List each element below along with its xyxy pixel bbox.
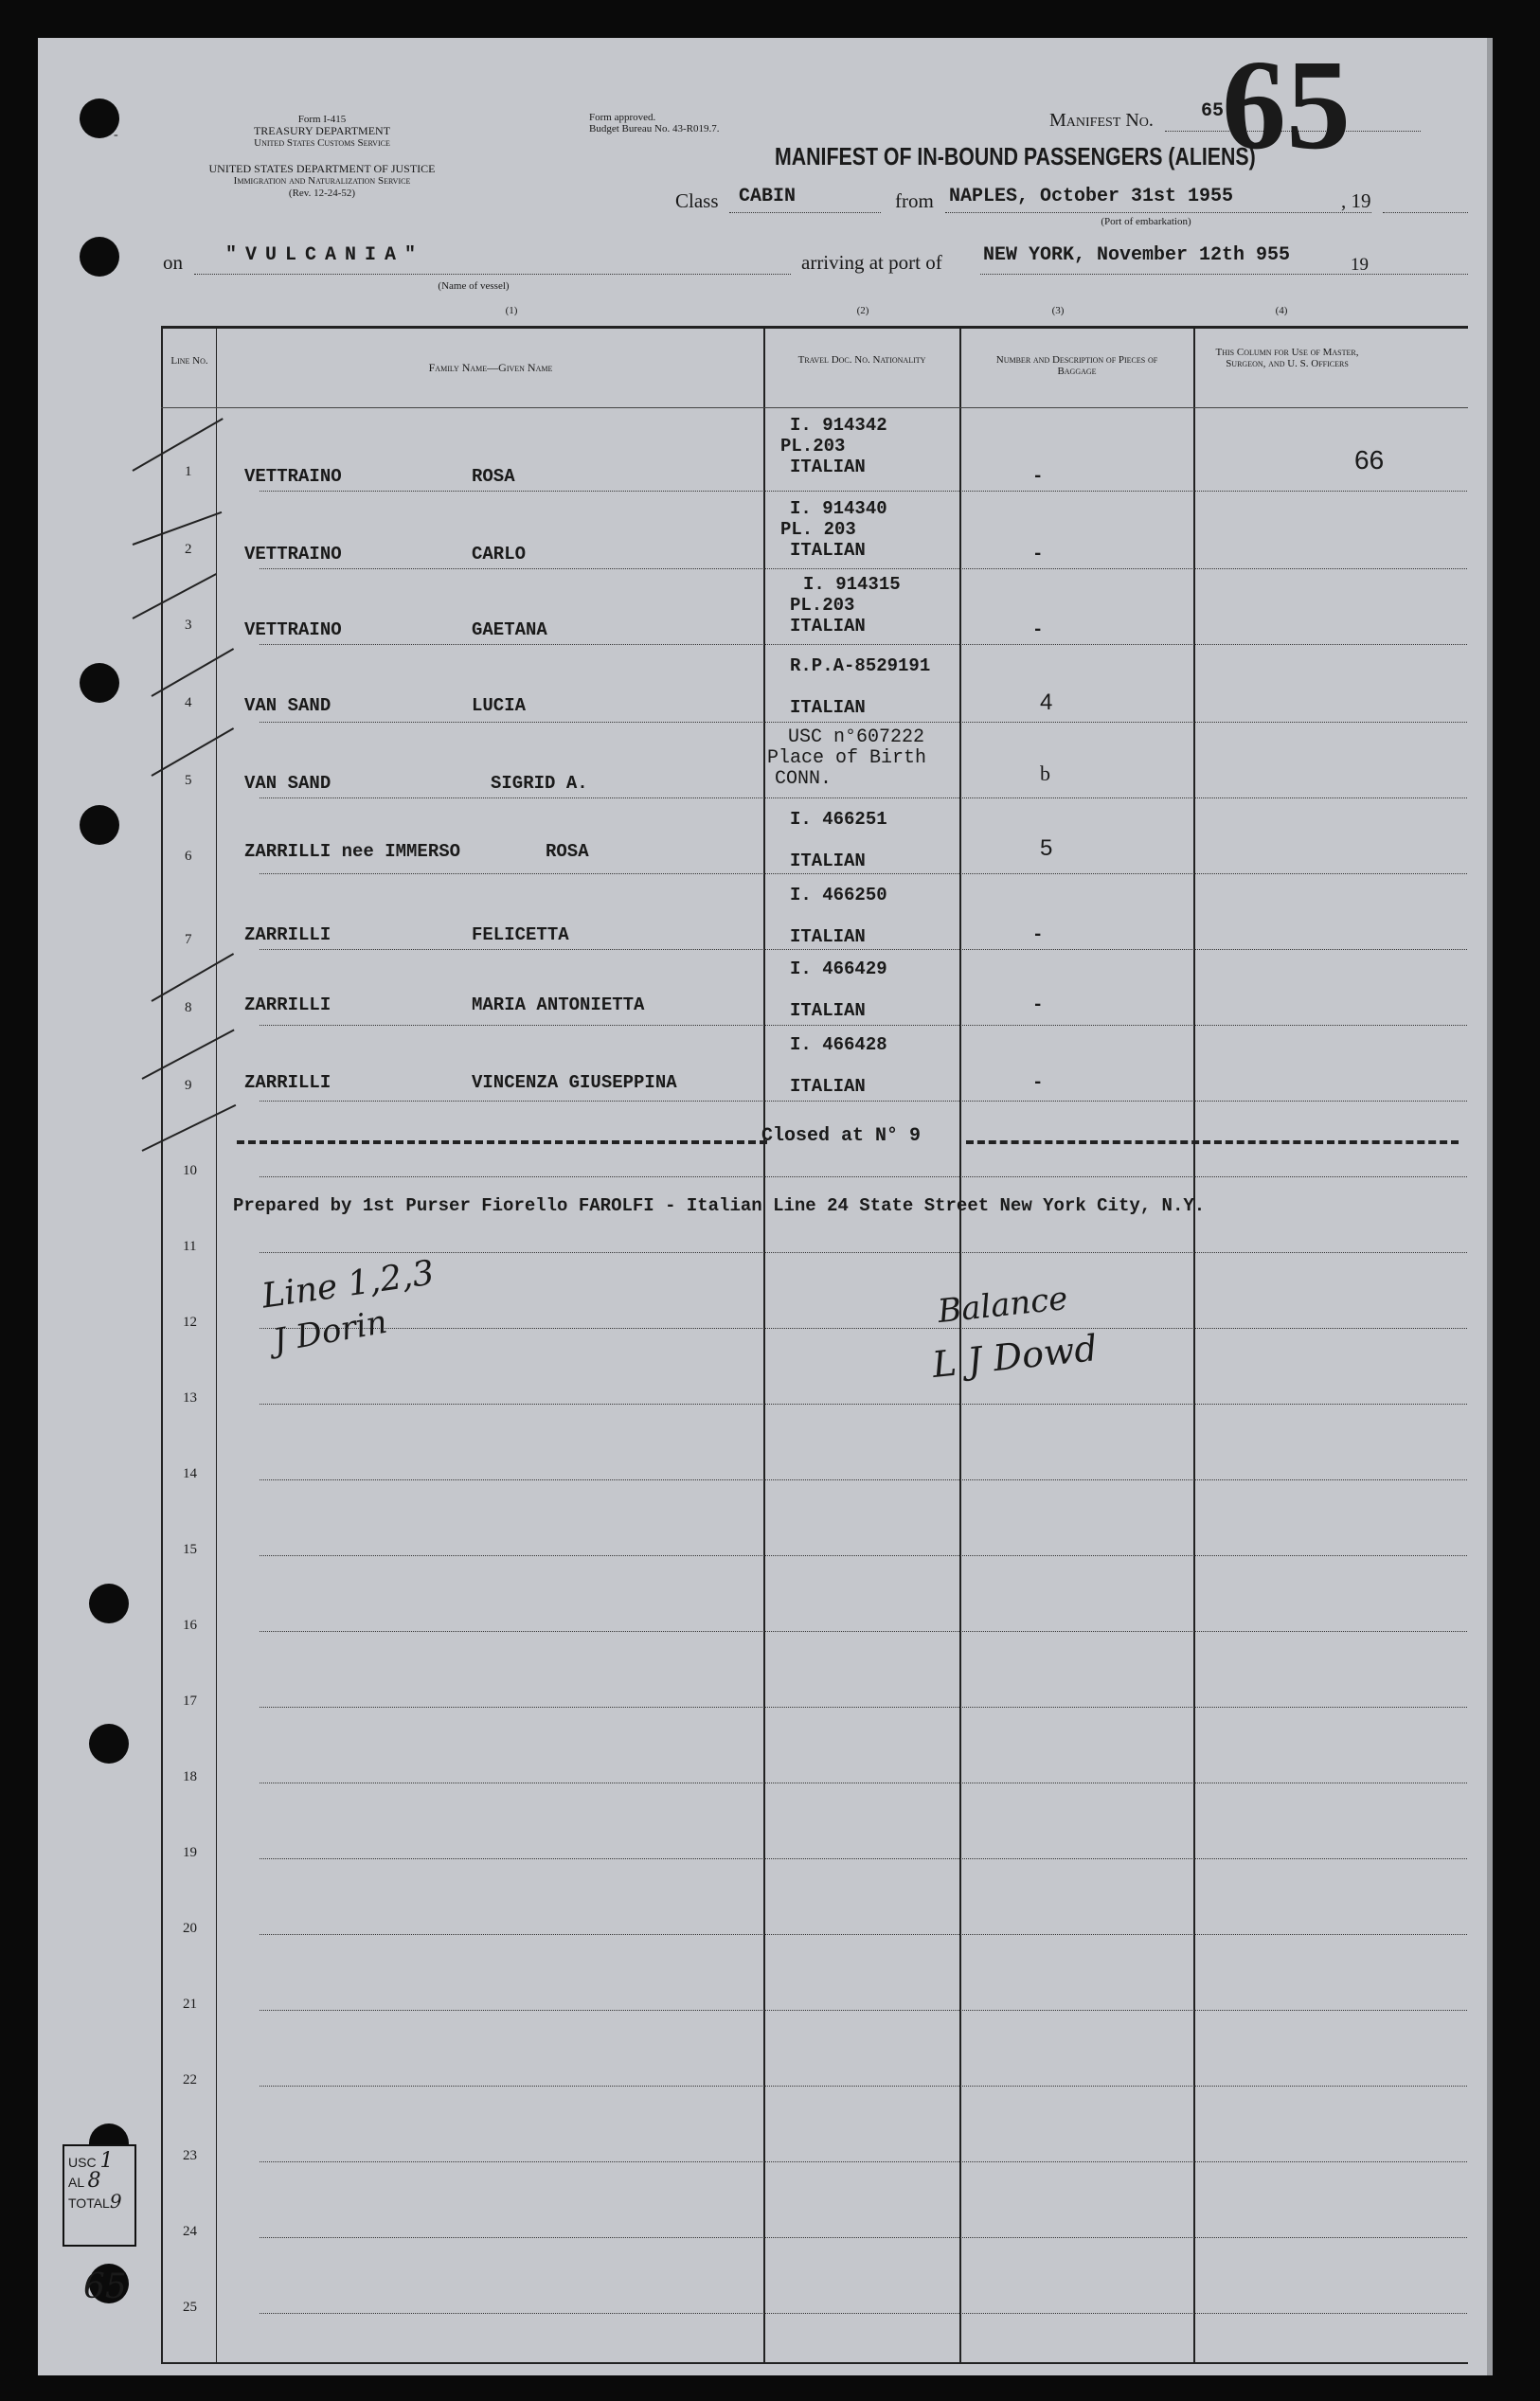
class-label: Class — [675, 189, 719, 212]
travel-doc — [780, 885, 887, 947]
check-mark — [142, 1104, 237, 1152]
doc-number: I. 466428 — [790, 1034, 887, 1055]
line-number: 21 — [183, 1997, 197, 2012]
travel-doc — [780, 809, 887, 871]
punch-hole — [89, 1584, 129, 1623]
family-name: ZARRILLI — [244, 1072, 331, 1093]
baggage: 5 — [1040, 835, 1053, 861]
doc-number: I. 466429 — [790, 959, 887, 979]
punch-hole — [80, 237, 119, 277]
line-number: 4 — [185, 695, 192, 710]
line-number: 3 — [185, 618, 192, 633]
given-name: FELICETTA — [472, 924, 569, 945]
nationality: ITALIAN — [790, 697, 866, 718]
nationality: ITALIAN — [790, 1076, 866, 1097]
col-name: Family Name—Given Name — [428, 361, 553, 374]
nationality: CONN. — [775, 768, 833, 790]
year-label-2: 19 — [1351, 255, 1369, 275]
line-number: 16 — [183, 1618, 197, 1633]
page-title: MANIFEST OF IN-BOUND PASSENGERS (ALIENS) — [775, 142, 1256, 170]
arriving-label: arriving at port of — [801, 251, 942, 274]
customs-service: United States Customs Service — [254, 137, 390, 149]
from-value: NAPLES, October 31st 1955 — [949, 186, 1234, 207]
year-label: , 19 — [1341, 189, 1371, 212]
nationality: ITALIAN — [790, 540, 866, 561]
doc-extra: PL.203 — [780, 436, 846, 457]
family-name: VAN SAND — [244, 773, 331, 794]
line-number: 17 — [183, 1693, 197, 1709]
line-number: 2 — [185, 542, 192, 557]
col-line: Line No. — [170, 355, 208, 367]
line-col-divider — [216, 329, 217, 2362]
name-col-divider — [763, 329, 765, 2362]
stamp-usc-value: 1 — [99, 2149, 114, 2173]
baggage-col-divider — [1193, 329, 1195, 2362]
stamp-al-label: AL — [68, 2175, 84, 2190]
line-number: 13 — [183, 1390, 197, 1406]
baggage: b — [1040, 762, 1050, 785]
nationality: ITALIAN — [790, 457, 866, 477]
doc-number: I. 466250 — [790, 885, 887, 905]
from-label: from — [895, 189, 934, 212]
baggage: - — [1032, 619, 1044, 640]
doc-number: R.P.A-8529191 — [790, 655, 931, 676]
corner-page-mark: 65 — [83, 2267, 127, 2306]
given-name: GAETANA — [472, 619, 547, 640]
doc-extra: PL.203 — [790, 595, 855, 616]
line-number: 20 — [183, 1921, 197, 1936]
table-bottom-border — [161, 2362, 1468, 2364]
given-name: ROSA — [546, 841, 589, 862]
col-number-2: (2) — [856, 305, 869, 316]
manifest-number-big: 65 — [1222, 34, 1351, 176]
given-name: CARLO — [472, 544, 527, 564]
family-name: VETTRAINO — [244, 466, 342, 487]
col-baggage: Number and Description of Pieces of Baggage — [995, 354, 1158, 377]
class-value: CABIN — [739, 186, 797, 207]
paper-edge — [1487, 38, 1493, 2375]
manifest-typed: 65 — [1201, 100, 1225, 122]
punch-hole — [80, 663, 119, 703]
baggage: - — [1032, 994, 1044, 1015]
family-name: ZARRILLI — [244, 924, 331, 945]
check-mark — [133, 573, 217, 619]
approved-text: Form approved. — [589, 112, 656, 123]
travel-doc — [780, 415, 887, 477]
tally-stamp — [63, 2144, 136, 2247]
col-number-3: (3) — [1051, 305, 1065, 316]
family-name: VETTRAINO — [244, 544, 342, 564]
handwritten-initials: J Dorin — [270, 1302, 390, 1361]
line-number: 7 — [185, 932, 192, 947]
travel-doc — [780, 498, 887, 561]
travel-doc — [780, 574, 901, 636]
line-number: 12 — [183, 1315, 197, 1330]
baggage: - — [1032, 924, 1044, 945]
stamp-al-value: 8 — [87, 2169, 101, 2193]
doc-number: I. 466251 — [790, 809, 887, 830]
port-embarkation-note: (Port of embarkation) — [1101, 216, 1191, 227]
baggage: - — [1032, 544, 1044, 564]
nationality: ITALIAN — [790, 926, 866, 947]
nationality: ITALIAN — [790, 851, 866, 871]
family-name: ZARRILLI — [244, 994, 331, 1015]
line-number: 19 — [183, 1845, 197, 1860]
justice-department: UNITED STATES DEPARTMENT OF JUSTICE — [208, 162, 436, 175]
revision: (Rev. 12-24-52) — [288, 188, 356, 199]
check-mark — [133, 418, 224, 472]
officer-note: 66 — [1354, 445, 1385, 475]
vessel-name: "VULCANIA" — [225, 244, 425, 266]
stamp-usc-label: USC — [68, 2155, 97, 2170]
header-bottom-border — [161, 407, 1468, 408]
given-name: ROSA — [472, 466, 515, 487]
prepared-by: Prepared by 1st Purser Fiorello FAROLFI - Italian Line 24 State Street New York City, N.Y. — [233, 1195, 1206, 1216]
col-number-4: (4) — [1275, 305, 1288, 316]
line-number: 5 — [185, 773, 192, 788]
budget-text: Budget Bureau No. 43-R019.7. — [589, 123, 720, 134]
line-number: 11 — [183, 1239, 197, 1254]
closed-dash-left — [237, 1140, 767, 1144]
family-name: VETTRAINO — [244, 619, 342, 640]
line-number: 18 — [183, 1769, 197, 1784]
check-mark — [152, 648, 235, 697]
form-number: Form I-415 — [297, 114, 347, 125]
doc-extra — [780, 676, 930, 697]
closed-dash-right — [966, 1140, 1459, 1144]
on-label: on — [163, 251, 183, 274]
family-name: VAN SAND — [244, 695, 331, 716]
arriving-value: NEW YORK, November 12th 955 — [983, 244, 1291, 266]
dash-mark: - — [114, 128, 118, 142]
handwritten-lines: Line 1,2,3 — [260, 1253, 437, 1317]
doc-extra: Place of Birth — [767, 747, 927, 769]
baggage: 4 — [1040, 690, 1053, 715]
baggage: - — [1032, 466, 1044, 487]
line-number: 25 — [183, 2300, 197, 2315]
doc-number: USC n°607222 — [788, 726, 925, 748]
line-number: 1 — [185, 464, 192, 479]
nationality: ITALIAN — [790, 1000, 866, 1021]
line-number: 8 — [185, 1000, 192, 1015]
ins-service: Immigration and Naturalization Service — [233, 175, 411, 187]
given-name: LUCIA — [472, 695, 527, 716]
handwritten-signature: L J Dowd — [930, 1326, 1100, 1387]
closed-text: Closed at N° 9 — [761, 1125, 922, 1147]
col-number-1: (1) — [505, 305, 518, 316]
col-officers: This Column for Use of Master, Surgeon, and U. S. Officers — [1215, 347, 1359, 369]
treasury-department: TREASURY DEPARTMENT — [253, 124, 391, 137]
line-number: 24 — [183, 2224, 197, 2239]
line-number: 15 — [183, 1542, 197, 1557]
check-mark — [152, 727, 235, 777]
check-mark — [133, 511, 223, 546]
check-mark — [142, 1029, 235, 1079]
punch-hole — [80, 805, 119, 845]
stamp-total-value: 9 — [109, 2190, 122, 2213]
given-name: SIGRID A. — [491, 773, 588, 794]
travel-doc — [780, 959, 887, 1021]
check-mark — [152, 953, 235, 1002]
line-number: 23 — [183, 2148, 197, 2163]
vessel-note: (Name of vessel) — [438, 280, 510, 292]
doc-number: I. 914340 — [790, 498, 887, 519]
col-travel-doc: Travel Doc. No. Nationality — [797, 354, 926, 366]
line-number: 9 — [185, 1078, 192, 1093]
baggage: - — [1032, 1072, 1044, 1093]
line-number: 22 — [183, 2072, 197, 2087]
line-number: 14 — [183, 1466, 197, 1481]
nationality: ITALIAN — [790, 616, 866, 636]
handwritten-balance: Balance — [936, 1279, 1070, 1332]
manifest-label: Manifest No. — [1049, 110, 1154, 131]
doc-number: I. 914315 — [803, 574, 901, 595]
travel-doc — [780, 1034, 887, 1097]
travel-doc — [780, 655, 930, 718]
travel-doc — [767, 727, 926, 790]
manifest-page — [38, 34, 1493, 2375]
family-name: ZARRILLI nee IMMERSO — [244, 841, 461, 862]
doc-number: I. 914342 — [790, 415, 887, 436]
given-name: VINCENZA GIUSEPPINA — [472, 1072, 677, 1093]
table-left-border — [161, 326, 163, 2362]
line-number: 10 — [183, 1163, 197, 1178]
form-approved — [589, 112, 719, 134]
line-number: 6 — [185, 849, 192, 864]
doc-extra: PL. 203 — [780, 519, 856, 540]
given-name: MARIA ANTONIETTA — [472, 994, 645, 1015]
punch-hole — [89, 1724, 129, 1764]
table-top-border — [161, 326, 1468, 329]
stamp-total-label: TOTAL — [68, 2195, 110, 2211]
